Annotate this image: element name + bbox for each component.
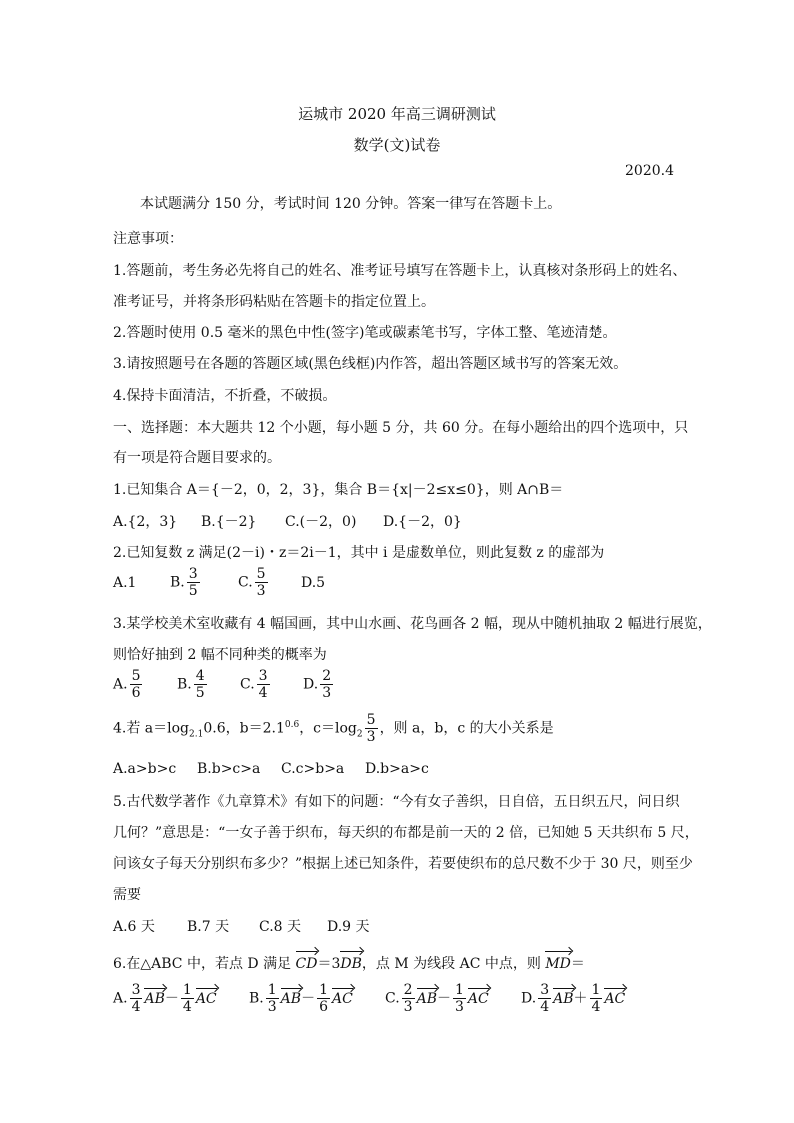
q3-option-a: A. $\frac{5}{6}$ <box>113 668 141 701</box>
q1-option-b: B.{－2} <box>201 514 257 530</box>
vector: MD <box>545 956 571 972</box>
q5-option-a: A.6 天 <box>113 919 155 935</box>
q1-option-d: D.{－2，0} <box>383 514 462 530</box>
q3-option-c: C. $\frac{3}{4}$ <box>240 668 268 701</box>
fraction: $\frac{5}{6}$ <box>131 668 141 701</box>
fraction: $\frac{3}{4}$ <box>131 982 141 1015</box>
q4-option-c: C.c>b>a <box>281 761 345 777</box>
q5-stem-cont: 几何？”意思是：“一女子善于织布，每天织的布都是前一天的 2 倍，已知她 5 天共织布 5 尺， <box>113 825 699 841</box>
q5-stem: 5.古代数学著作《九章算术》有如下的问题：“今有女子善织，日自倍，五日织五尺，问日织 <box>113 794 680 810</box>
q4-stem: 4.若 $a=\log_{2.1}0.6$，$b=2.1^{0.6}$，$c=\log_2$ $\frac{5}{3}$ ，则 a，b，c 的大小关系是 <box>113 712 554 745</box>
section1-heading: 一、选择题：本大题共 12 个小题，每小题 5 分，共 60 分。在每小题给出的四个选项中，只 <box>113 420 689 436</box>
q5-options <box>113 916 370 936</box>
vector: AC <box>332 990 353 1007</box>
q2-options <box>113 566 325 599</box>
q3-stem-cont: 则恰好抽到 2 幅不同种类的概率为 <box>113 647 327 663</box>
vector: AC <box>467 990 489 1007</box>
q2-option-d: D.5 <box>301 574 326 591</box>
notice-item: 准考证号，并将条形码粘贴在答题卡的指定位置上。 <box>113 294 435 310</box>
q1-options <box>113 511 462 531</box>
vector: AC <box>195 990 217 1007</box>
q1-option-a: A.{2，3} <box>113 514 178 530</box>
q3-option-d: D. $\frac{2}{3}$ <box>303 668 332 701</box>
fraction: $\frac{1}{4}$ <box>591 982 601 1015</box>
q5-option-d: D.9 天 <box>327 919 370 935</box>
q4-option-d: D.b>a>c <box>365 761 429 777</box>
notice-item: 2.答题时使用 0.5 毫米的黑色中性(签字)笔或碳素笔书写，字体工整、笔迹清楚。 <box>113 325 617 341</box>
q2-option-c: C. $\frac{5}{3}$ <box>238 566 266 599</box>
q4-option-a: A.a>b>c <box>113 761 177 777</box>
fraction: $\frac{1}{3}$ <box>267 982 277 1015</box>
notice-item: 4.保持卡面清洁，不折叠，不破损。 <box>113 388 337 404</box>
notice-item: 1.答题前，考生务必先将自己的姓名、准考证号填写在答题卡上，认真核对条形码上的姓名、 <box>113 263 687 279</box>
q3-options <box>113 668 335 701</box>
vector: CD <box>295 956 318 972</box>
vector: AB <box>416 990 437 1007</box>
exam-date: 2020.4 <box>625 163 674 179</box>
q5-option-b: B.7 天 <box>187 919 230 935</box>
fraction: $\frac{5}{3}$ <box>366 712 376 745</box>
q6-option-a: A. $\frac{3}{4}$ AB－ $\frac{1}{4}$ AC <box>113 982 217 1015</box>
section1-heading-cont: 有一项是符合题目要求的。 <box>113 450 281 466</box>
notice-item: 3.请按照题号在各题的答题区域(黑色线框)内作答，超出答题区域书写的答案无效。 <box>113 356 628 372</box>
exam-title: 运城市 2020 年高三调研测试 <box>298 105 496 123</box>
q5-stem-cont: 问该女子每天分别织布多少？”根据上述已知条件，若要使织布的总尺数不少于 30 尺，则至少 <box>113 856 693 872</box>
intro-text: 本试题满分 150 分，考试时间 120 分钟。答案一律写在答题卡上。 <box>140 196 562 212</box>
vector: AB <box>553 990 574 1007</box>
q4-option-b: B.b>c>a <box>197 761 261 777</box>
fraction: $\frac{1}{6}$ <box>319 982 328 1015</box>
q2-option-a: A.1 <box>113 574 137 591</box>
notice-heading: 注意事项： <box>113 231 183 247</box>
fraction: $\frac{5}{3}$ <box>256 566 266 599</box>
vector: AB <box>280 990 302 1007</box>
q3-stem: 3.某学校美术室收藏有 4 幅国画，其中山水画、花鸟画各 2 幅，现从中随机抽取 2 幅进行展览， <box>113 616 712 632</box>
fraction: $\frac{4}{5}$ <box>195 668 205 701</box>
fraction: $\frac{1}{4}$ <box>182 982 192 1015</box>
q6-option-c: C. $\frac{2}{3}$ AB－ $\frac{1}{3}$ AC <box>385 982 489 1015</box>
q6-option-d: D. $\frac{3}{4}$ AB＋ $\frac{1}{4}$ AC <box>521 982 626 1015</box>
vector: DB <box>340 956 362 972</box>
q1-stem: 1.已知集合 A＝{－2，0，2，3}，集合 B＝{x|－2≤x≤0}，则 A∩B＝ <box>113 482 564 498</box>
q2-option-b: B. $\frac{3}{5}$ <box>170 566 198 599</box>
q4-options <box>113 761 429 777</box>
vector: AC <box>604 990 626 1007</box>
fraction: $\frac{1}{3}$ <box>455 982 464 1015</box>
fraction: $\frac{3}{4}$ <box>540 982 550 1015</box>
exam-subtitle: 数学(文)试卷 <box>353 136 441 154</box>
fraction: $\frac{3}{5}$ <box>188 566 198 599</box>
q2-stem: 2.已知复数 z 满足(2－i)・z＝2i－1，其中 i 是虚数单位，则此复数 z 的虚部为 <box>113 545 605 561</box>
q6-options <box>113 982 625 1015</box>
q6-stem: 6.在△ABC 中，若点 D 满足 CD＝3DB，点 M 为线段 AC 中点，则 MD＝ <box>113 956 585 972</box>
vector: AB <box>144 990 165 1007</box>
q6-option-b: B. $\frac{1}{3}$ AB－ $\frac{1}{6}$ AC <box>249 982 353 1015</box>
fraction: $\frac{2}{3}$ <box>322 668 332 701</box>
q1-option-c: C.(－2，0) <box>285 514 357 530</box>
q5-stem-cont: 需要 <box>113 887 141 903</box>
q5-option-c: C.8 天 <box>259 919 302 935</box>
fraction: $\frac{2}{3}$ <box>403 982 413 1015</box>
fraction: $\frac{3}{4}$ <box>258 668 268 701</box>
q3-option-b: B. $\frac{4}{5}$ <box>177 668 205 701</box>
